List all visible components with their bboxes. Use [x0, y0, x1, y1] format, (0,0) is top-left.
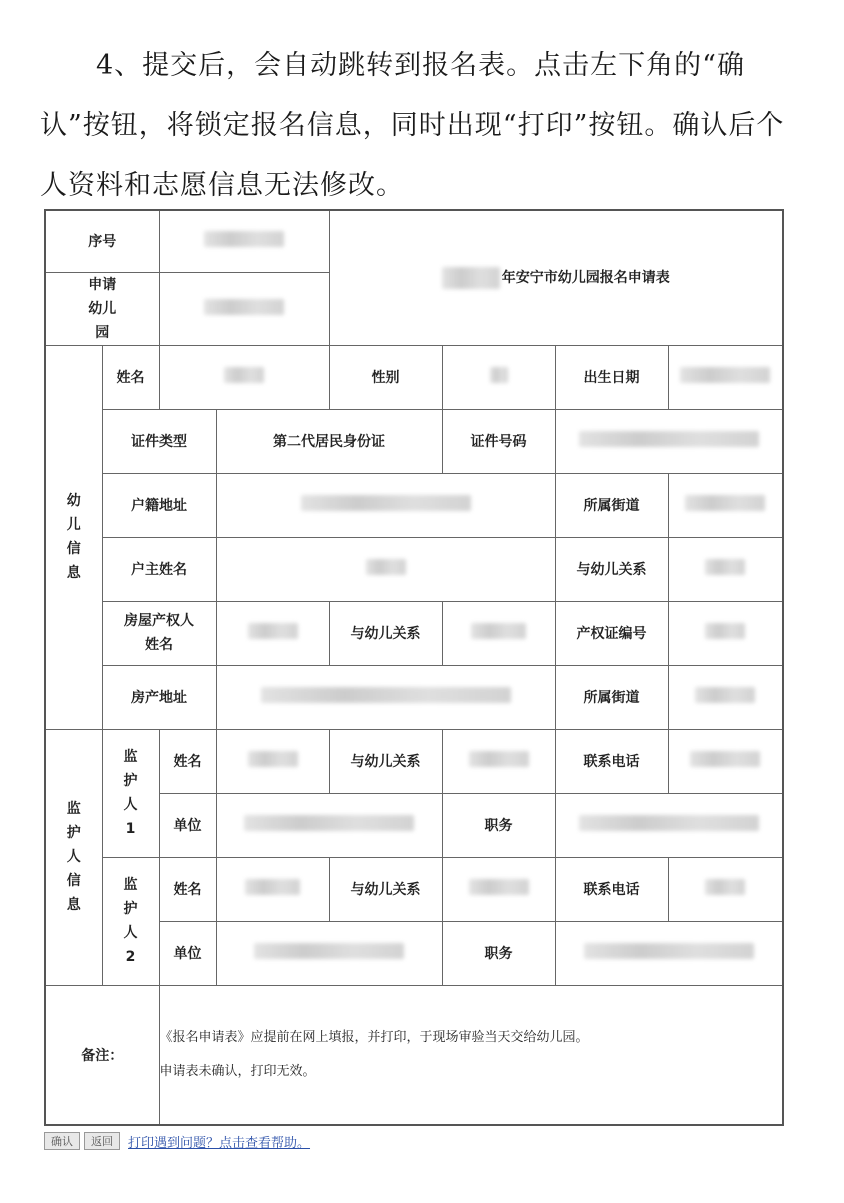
remark-line-1: 《报名申请表》应提前在网上填报，并打印，于现场审验当天交给幼儿园。: [159, 1029, 589, 1045]
guardian2-relation-value: [442, 857, 555, 921]
guardian2-label: 监护人2: [102, 857, 159, 985]
id-number-label: 证件号码: [442, 409, 555, 473]
guardian1-position-label: 职务: [442, 793, 555, 857]
property-street-label: 所属街道: [555, 665, 668, 729]
guardian2-phone-label: 联系电话: [555, 857, 668, 921]
property-cert-label: 产权证编号: [555, 601, 668, 665]
property-address-value: [216, 665, 555, 729]
remarks-label: 备注：: [45, 985, 159, 1125]
name-value: [159, 345, 329, 409]
back-button[interactable]: 返回: [84, 1132, 120, 1150]
guardian2-employer-value: [216, 921, 442, 985]
property-owner-label: 房屋产权人姓名: [102, 601, 216, 665]
guardian1-name-label: 姓名: [159, 729, 216, 793]
gender-value: [442, 345, 555, 409]
id-type-value: 第二代居民身份证: [216, 409, 442, 473]
form-title: [329, 210, 783, 345]
guardian1-relation-value: [442, 729, 555, 793]
confirm-button[interactable]: 确认: [44, 1132, 80, 1150]
guardian2-relation-label: 与幼儿关系: [329, 857, 442, 921]
remarks-content: [159, 985, 783, 1125]
apply-kindergarten-label: 申请幼儿园: [45, 272, 159, 345]
guardian2-phone-value: [668, 857, 783, 921]
remark-line-2: 申请表未确认，打印无效。: [159, 1063, 316, 1079]
householder-name-value: [216, 537, 555, 601]
child-info-label: 幼儿信息: [45, 345, 102, 729]
householder-name-label: 户主姓名: [102, 537, 216, 601]
guardian1-label: 监护人1: [102, 729, 159, 857]
property-relation-label: 与幼儿关系: [329, 601, 442, 665]
property-owner-value: [216, 601, 329, 665]
property-street-value: [668, 665, 783, 729]
guardian2-position-label: 职务: [442, 921, 555, 985]
guardian1-relation-label: 与幼儿关系: [329, 729, 442, 793]
guardian2-name-label: 姓名: [159, 857, 216, 921]
household-address-label: 户籍地址: [102, 473, 216, 537]
property-address-label: 房产地址: [102, 665, 216, 729]
guardian2-position-value: [555, 921, 783, 985]
property-cert-value: [668, 601, 783, 665]
serial-label: 序号: [45, 210, 159, 272]
guardian1-phone-label: 联系电话: [555, 729, 668, 793]
guardian1-phone-value: [668, 729, 783, 793]
id-number-value: [555, 409, 783, 473]
apply-kindergarten-value: [159, 272, 329, 345]
form-title-text: 年安宁市幼儿园报名申请表: [501, 269, 670, 286]
print-help-link[interactable]: 打印遇到问题？点击查看帮助。: [128, 1135, 311, 1151]
householder-relation-value: [668, 537, 783, 601]
serial-value: [159, 210, 329, 272]
guardian2-name-value: [216, 857, 329, 921]
name-label: 姓名: [102, 345, 159, 409]
property-relation-value: [442, 601, 555, 665]
street-label: 所属街道: [555, 473, 668, 537]
guardian2-employer-label: 单位: [159, 921, 216, 985]
householder-relation-label: 与幼儿关系: [555, 537, 668, 601]
guardian1-position-value: [555, 793, 783, 857]
gender-label: 性别: [329, 345, 442, 409]
application-form: [44, 209, 782, 1126]
form-action-bar: [44, 1131, 310, 1151]
guardian1-name-value: [216, 729, 329, 793]
birth-date-value: [668, 345, 783, 409]
household-address-value: [216, 473, 555, 537]
id-type-label: 证件类型: [102, 409, 216, 473]
street-value: [668, 473, 783, 537]
guardian1-employer-value: [216, 793, 442, 857]
guardian1-employer-label: 单位: [159, 793, 216, 857]
birth-date-label: 出生日期: [555, 345, 668, 409]
instruction-paragraph: 4、提交后，会自动跳转到报名表。点击左下角的“确认”按钮，将锁定报名信息，同时出现“打印”按钮。确认后个人资料和志愿信息无法修改。: [40, 50, 785, 201]
guardian-info-label: 监护人信息: [45, 729, 102, 985]
